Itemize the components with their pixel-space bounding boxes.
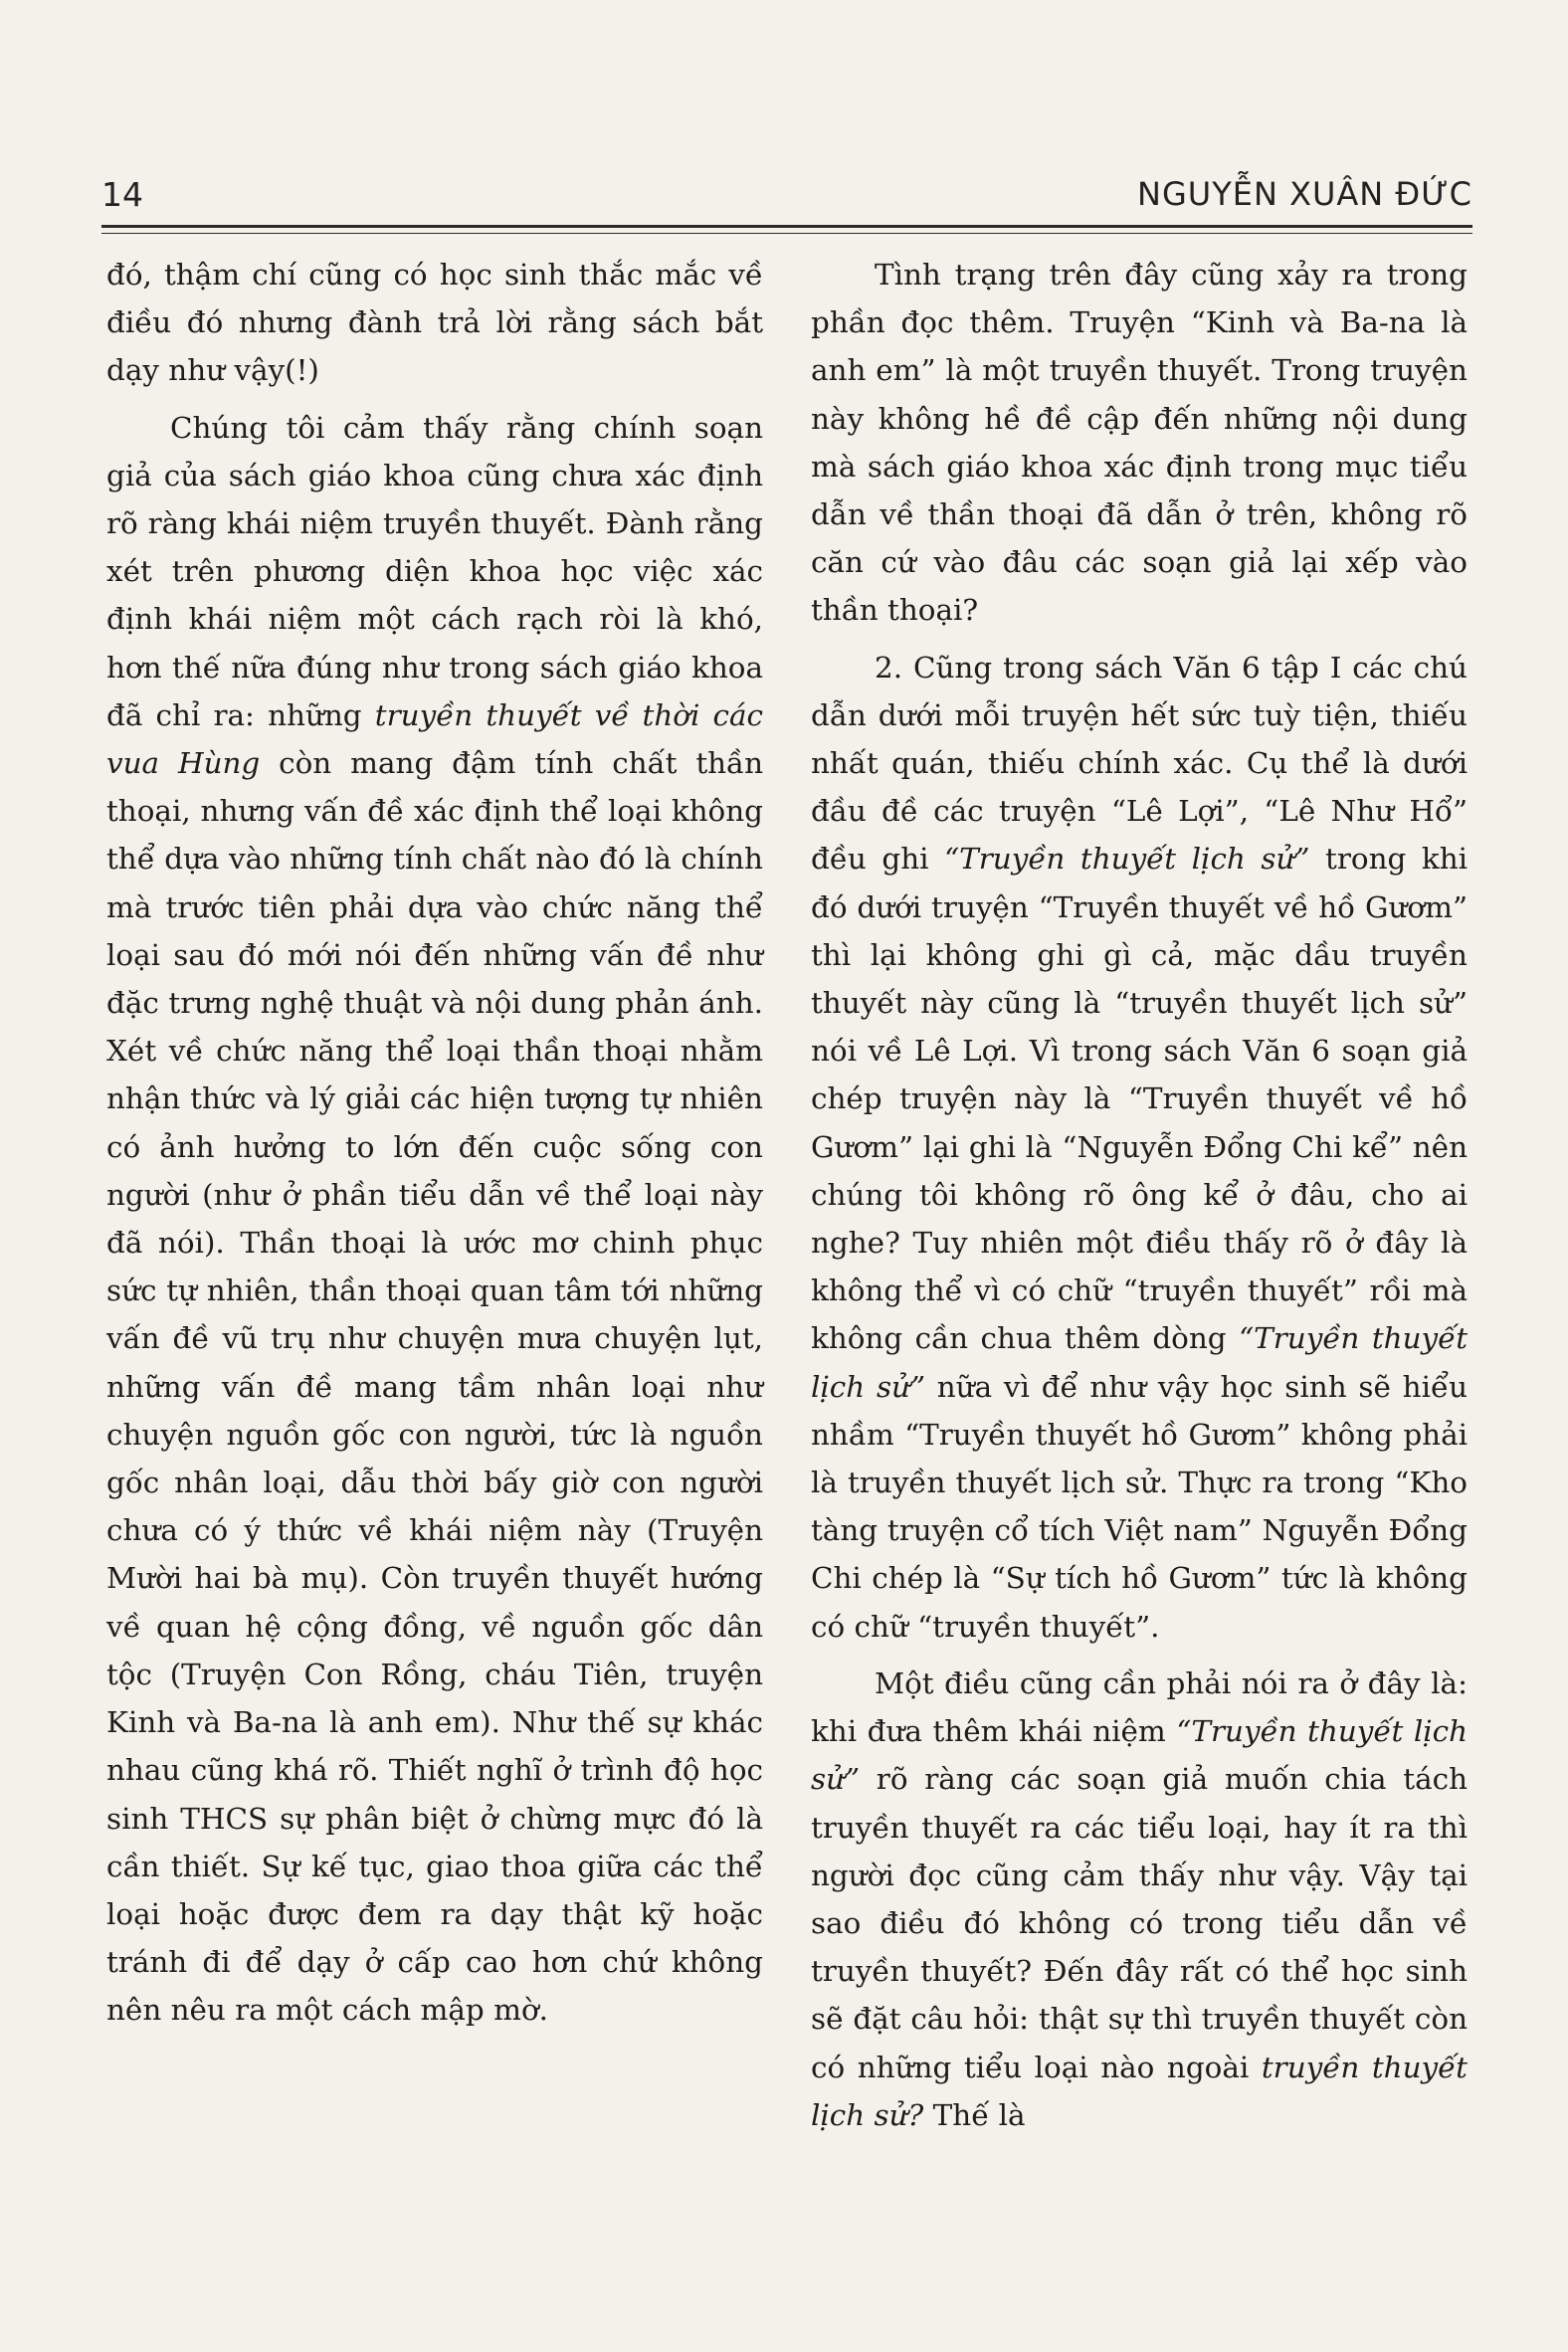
italic-phrase: “Truyền thuyết lịch sử” — [944, 842, 1310, 877]
text-run: trong khi đó dưới truyện “Truyền thuyết về hồ Gươm” thì lại không ghi gì cả, mặc dầu truyền thuyết này cũng là “truyền thuyết lịch sử” nói về Lê Lợi. Vì trong sách Văn 6 soạn giả chép truyện này là “Truyền thuyết về hồ Gươm” lại ghi là “Nguyễn Đổng Chi kể” nên chúng tôi không rõ ông kể ở đâu, cho ai nghe? Tuy nhiên một điều thấy rõ ở đây là không thể vì có chữ “truyền thuyết” rồi mà không cần chua thêm dòng — [811, 842, 1469, 1356]
italic-phrase: “Truyền thuyết lịch sử” — [811, 1321, 1469, 1404]
text-run: Một điều cũng cần phải nói ra ở đây là: khi đưa thêm khái niệm — [811, 1666, 1468, 1749]
text-run: rõ ràng các soạn giả muốn chia tách truyền thuyết ra các tiểu loại, hay ít ra thì người đọc cũng cảm thấy như vậy. Vậy tại sao điều đó không có trong tiểu dẫn về truyền thuyết? Đến đây rất có thể học sinh sẽ đặt câu hỏi: thật sự thì truyền thuyết còn có những tiểu loại nào ngoài — [811, 1762, 1468, 2084]
italic-phrase: truyền thuyết về thời các vua Hùng — [106, 697, 763, 781]
text-run: 2. Cũng trong sách Văn 6 tập I các chú dẫn dưới mỗi truyện hết sức tuỳ tiện, thiếu nhất quán, thiếu chính xác. Cụ thể là dưới đầu đề các truyện “Lê Lợi”, “Lê Như Hổ” đều ghi — [811, 650, 1468, 877]
text-run: còn mang đậm tính chất thần thoại, nhưng vấn đề xác định thể loại không thể dựa vào những tính chất nào đó là chính mà trước tiên phải dựa vào chức năng thể loại sau đó mới nói đến những vấn đề như đặc trưng nghệ thuật và nội dung phản ánh. Xét về chức năng thể loại thần thoại nhằm nhận thức và lý giải các hiện tượng tự nhiên có ảnh hưởng to lớn đến cuộc sống con người (như ở phần tiểu dẫn về thể loại này đã nói). Thần thoại là ước mơ chinh phục sức tự nhiên, thần thoại quan tâm tới những vấn đề vũ trụ như chuyện mưa chuyện lụt, những vấn đề mang tầm nhân loại như chuyện nguồn gốc con người, tức là nguồn gốc nhân loại, dẫu thời bấy giờ con người chưa có ý thức về khái niệm này (Truyện Mười hai bà mụ). Còn truyền thuyết hướng về quan hệ cộng đồng, về nguồn gốc dân tộc (Truyện Con Rồng, cháu Tiên, truyện Kinh và Ba-na là anh em). Như thế sự khác nhau cũng khá rõ. Thiết nghĩ ở trình độ học sinh THCS sự phân biệt ở chừng mực đó là cần thiết. Sự kế tục, giao thoa giữa các thể loại hoặc được đem ra dạy thật kỹ hoặc tránh đi để dạy ở cấp cao hơn chứ không nên nêu ra một cách mập mờ. — [106, 746, 763, 2028]
running-head: NGUYỄN XUÂN ĐỨC — [1137, 175, 1472, 213]
paragraph — [106, 404, 763, 2035]
paragraph — [811, 1660, 1468, 2139]
italic-phrase: truyền thuyết lịch sử? — [811, 2050, 1468, 2132]
text-run: nữa vì để như vậy học sinh sẽ hiểu nhầm “Truyền thuyết hồ Gươm” không phải là truyền thuyết lịch sử. Thực ra trong “Kho tàng truyện cổ tích Việt nam” Nguyễn Đổng Chi chép là “Sự tích hồ Gươm” tức là không có chữ “truyền thuyết”. — [811, 1369, 1468, 1644]
left-column — [106, 251, 763, 2035]
right-column — [811, 251, 1468, 2139]
page-header — [101, 175, 1472, 223]
paragraph: Tình trạng trên đây cũng xảy ra trong phần đọc thêm. Truyện “Kinh và Ba-na là anh em” là một truyền thuyết. Trong truyện này không hề đề cập đến những nội dung mà sách giáo khoa xác định trong mục tiểu dẫn về thần thoại đã dẫn ở trên, không rõ căn cứ vào đâu các soạn giả lại xếp vào thần thoại? — [811, 258, 1468, 628]
text-run: Thế là — [932, 2097, 1026, 2132]
text-run: Chúng tôi cảm thấy rằng chính soạn giả của sách giáo khoa cũng chưa xác định rõ ràng khái niệm truyền thuyết. Đành rằng xét trên phương diện khoa học việc xác định khái niệm một cách rạch ròi là khó, hơn thế nữa đúng như trong sách giáo khoa đã chỉ ra: những — [106, 410, 763, 732]
paragraph — [811, 644, 1468, 1651]
header-rule-thin — [101, 233, 1472, 234]
italic-phrase: “Truyền thuyết lịch sử” — [811, 1714, 1469, 1797]
paragraph: đó, thậm chí cũng có học sinh thắc mắc về điều đó nhưng đành trả lời rằng sách bắt dạy như vậy(!) — [106, 258, 763, 388]
header-rule-thick — [101, 225, 1472, 228]
page-number: 14 — [101, 175, 143, 214]
